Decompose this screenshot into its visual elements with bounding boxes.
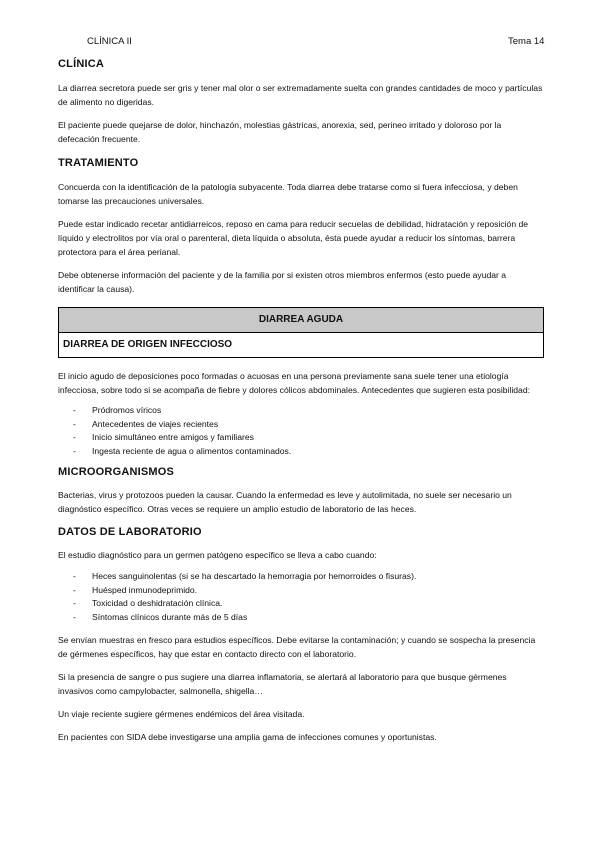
list-item: - Pródromos víricos <box>58 404 544 418</box>
box-title: DIARREA AGUDA <box>59 308 543 333</box>
header-topic: Tema 14 <box>508 36 545 47</box>
document-body <box>58 58 544 744</box>
section-title-clinica: CLÍNICA <box>58 58 105 70</box>
list-item: - Ingesta reciente de agua o alimentos contaminados. <box>58 445 544 459</box>
paragraph: El inicio agudo de deposiciones poco formadas o acuosas en una persona previamente sana suele tener una etiología infecciosa, sobre todo si se acompaña de fiebre y dolores cólicos abdominales. Antecedentes que sugieren esta posibilidad: <box>58 371 530 395</box>
list-item: - Síntomas clínicos durante más de 5 días <box>58 611 544 625</box>
paragraph: Concuerda con la identificación de la patología subyacente. Toda diarrea debe tratarse como si fuera infecciosa, y deben tomarse las precauciones universales. <box>58 182 518 206</box>
list-item: - Inicio simultáneo entre amigos y familiares <box>58 431 544 445</box>
section-title-microorganismos: MICROORGANISMOS <box>58 466 175 478</box>
header-subject: CLÍNICA II <box>87 36 132 47</box>
paragraph: El estudio diagnóstico para un germen patógeno específico se lleva a cabo cuando: <box>58 550 377 560</box>
paragraph: Se envían muestras en fresco para estudios específicos. Debe evitarse la contaminación; y cuando se sospecha la presencia de gérmenes específicos, hay que estar en contacto directo con el laboratorio. <box>58 635 536 659</box>
box-subtitle: DIARREA DE ORIGEN INFECCIOSO <box>63 339 233 350</box>
list-item: - Heces sanguinolentas (si se ha descartado la hemorragia por hemorroides o fisuras). <box>58 570 544 584</box>
paragraph: En pacientes con SIDA debe investigarse una amplia gama de infecciones comunes y oportunistas. <box>58 732 437 742</box>
paragraph: El paciente puede quejarse de dolor, hinchazón, molestias gástricas, anorexia, sed, perineo irritado y doloroso por la defecación frecuente. <box>58 120 502 144</box>
paragraph: Un viaje reciente sugiere gérmenes endémicos del área visitada. <box>58 709 305 719</box>
paragraph: Debe obtenerse información del paciente y de la familia por si existen otros miembros enfermos (esto puede ayudar a identificar la causa). <box>58 270 507 294</box>
section-box <box>58 307 544 358</box>
section-title-tratamiento: TRATAMIENTO <box>58 157 139 169</box>
list-item: - Toxicidad o deshidratación clínica. <box>58 597 544 611</box>
section-title-laboratorio: DATOS DE LABORATORIO <box>58 526 202 538</box>
list-item: - Antecedentes de viajes recientes <box>58 418 544 432</box>
list-item: - Huésped inmunodeprimido. <box>58 584 544 598</box>
paragraph: Bacterias, virus y protozoos pueden la causar. Cuando la enfermedad es leve y autolimitada, no suele ser necesario un diagnóstico específico. Otras veces se requiere un amplio estudio de laboratorio de las heces. <box>58 490 512 514</box>
list <box>58 404 544 458</box>
paragraph: Si la presencia de sangre o pus sugiere una diarrea inflamatoria, se alertará al laboratorio para que busque gérmenes invasivos como campylobacter, salmonella, shigella… <box>58 672 507 696</box>
paragraph: La diarrea secretora puede ser gris y tener mal olor o ser extremadamente suelta con grandes cantidades de moco y partículas de alimento no digeridas. <box>58 83 543 107</box>
list <box>58 570 544 624</box>
paragraph: Puede estar indicado recetar antidiarreicos, reposo en cama para reducir secuelas de debilidad, hidratación y reposición de líquido y electrolitos por vía oral o parenteral, dieta líquida o absoluta, ésta puede ayudar a reducir los síntomas, barrera protectora para el área perianal. <box>58 219 529 257</box>
